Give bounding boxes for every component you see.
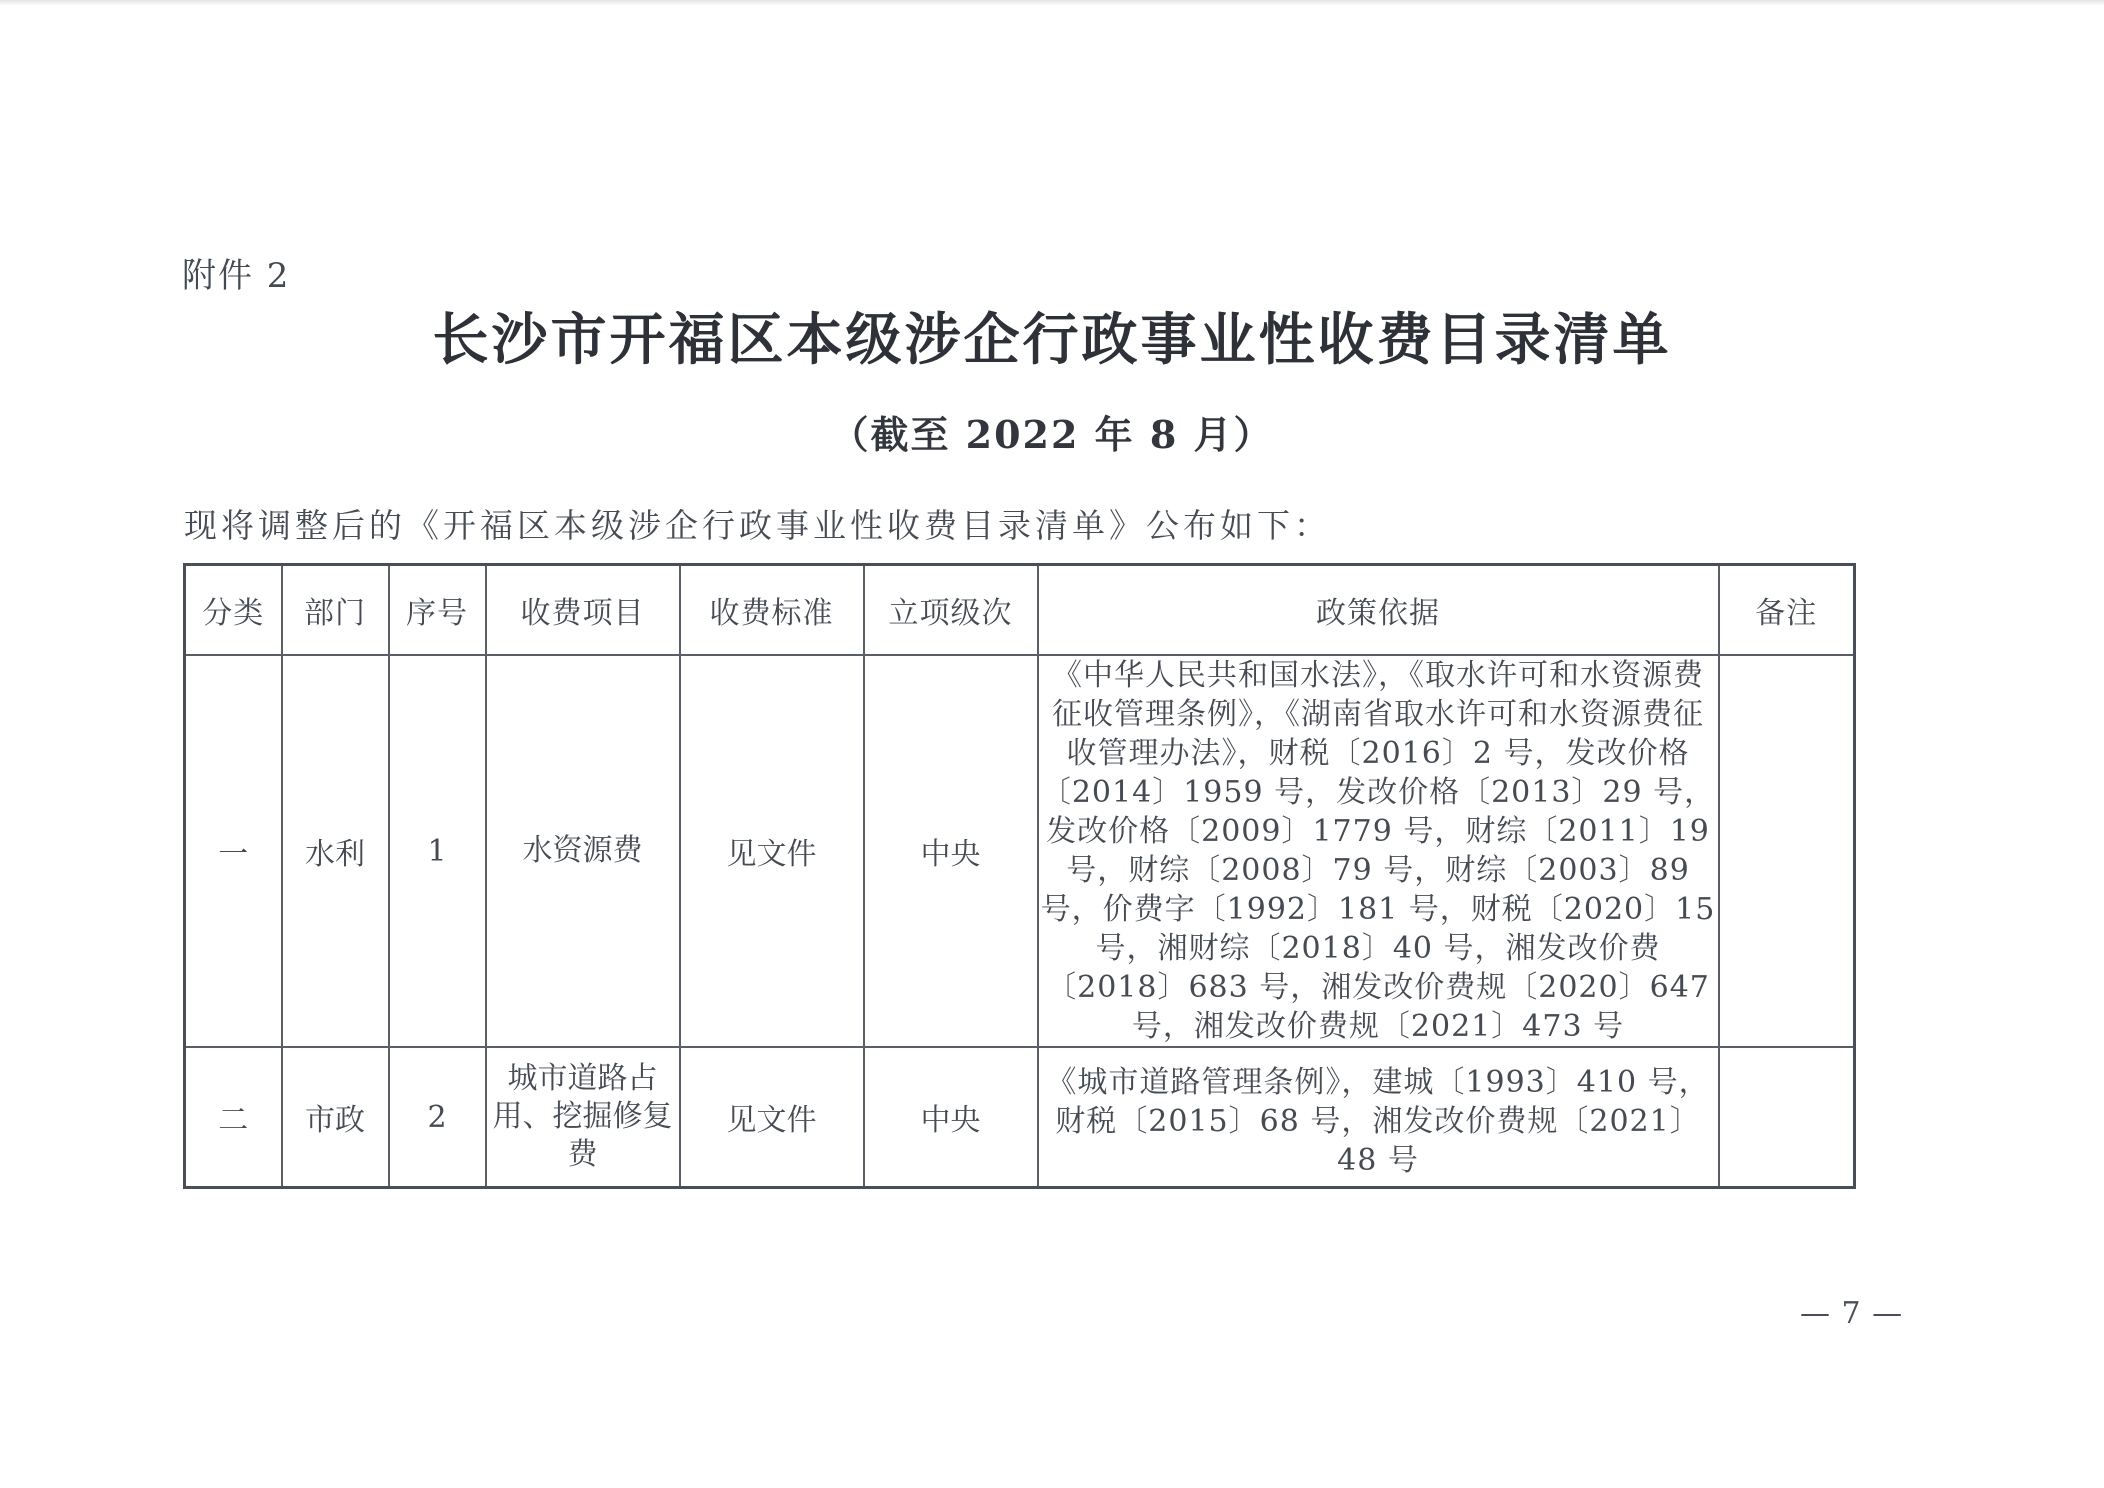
cell-category: 一 xyxy=(185,655,282,1047)
cell-seq: 1 xyxy=(389,655,486,1047)
fee-catalog-table xyxy=(183,563,1856,1189)
page-subtitle: （截至 2022 年 8 月） xyxy=(830,412,1274,457)
cell-standard: 见文件 xyxy=(680,655,864,1047)
column-header-policy: 政策依据 xyxy=(1038,565,1719,656)
page-title: 长沙市开福区本级涉企行政事业性收费目录清单 xyxy=(432,307,1672,373)
column-header-level: 立项级次 xyxy=(864,565,1038,656)
column-header-item: 收费项目 xyxy=(486,565,680,656)
column-header-remark: 备注 xyxy=(1719,565,1855,656)
cell-level: 中央 xyxy=(864,655,1038,1047)
cell-remark xyxy=(1719,655,1855,1047)
column-header-category: 分类 xyxy=(185,565,282,656)
column-header-department: 部门 xyxy=(282,565,389,656)
scan-edge xyxy=(0,0,2104,6)
table-header-row xyxy=(185,565,1855,656)
cell-policy: 《中华人民共和国水法》，《取水许可和水资源费征收管理条例》，《湖南省取水许可和水资源费征收管理办法》，财税〔2016〕2 号，发改价格〔2014〕1959 号，发改价格〔2013〕29 号，发改价格〔2009〕1779 号，财综〔2011〕19 号，财综〔2008〕79 号，财综〔2003〕89 号，价费字〔1992〕181 号，财税〔2020〕15 号，湘财综〔2018〕40 号，湘发改价费〔2018〕683 号，湘发改价费规〔2020〕647 号，湘发改价费规〔2021〕473 号 xyxy=(1038,655,1719,1047)
cell-department: 市政 xyxy=(282,1047,389,1188)
table-row xyxy=(185,655,1855,1047)
cell-level: 中央 xyxy=(864,1047,1038,1188)
cell-department: 水利 xyxy=(282,655,389,1047)
cell-policy: 《城市道路管理条例》，建城〔1993〕410 号，财税〔2015〕68 号，湘发改价费规〔2021〕48 号 xyxy=(1038,1047,1719,1188)
cell-item: 水资源费 xyxy=(486,655,680,1047)
cell-remark xyxy=(1719,1047,1855,1188)
cell-seq: 2 xyxy=(389,1047,486,1188)
page-number: — 7 — xyxy=(1800,1296,1904,1331)
column-header-seq: 序号 xyxy=(389,565,486,656)
cell-category: 二 xyxy=(185,1047,282,1188)
attachment-label: 附件 2 xyxy=(182,256,291,296)
table-row xyxy=(185,1047,1855,1188)
cell-standard: 见文件 xyxy=(680,1047,864,1188)
intro-text: 现将调整后的《开福区本级涉企行政事业性收费目录清单》公布如下： xyxy=(184,506,1331,545)
cell-item: 城市道路占用、挖掘修复费 xyxy=(486,1047,680,1188)
column-header-standard: 收费标准 xyxy=(680,565,864,656)
